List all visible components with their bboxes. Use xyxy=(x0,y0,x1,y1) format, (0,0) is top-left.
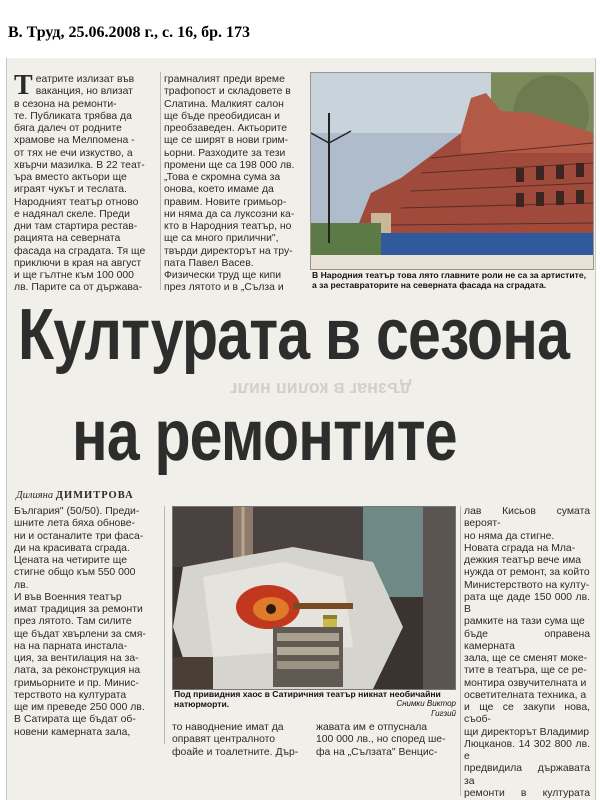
photo-2-caption: Под привидния хаос в Сатиричния театър никнат необичайни натюрморти. xyxy=(174,689,441,709)
photo-credit: Снимки Виктор Гигзий xyxy=(396,699,456,718)
column-1-bottom-text: България" (50/50). Преди- шните лета бяха обнове- ни и останалите три фаса- ди на красивата сграда. Цената на четирите ще стигне общо към 550 000 лв. И във Военния театър имат традиция за ремонти през лятото. Там силите ще бъдат хвърлени за смя- на на парната инстала- ция, за вентилация на за- лата, за реконструкция на гримьорните и пр. Минис- терството на културата ще им преведе 250 000 лв. В Сатирата ще бъдат об- новени камерната зала, xyxy=(14,506,146,738)
column-2-bottom-text: то наводнение имат да оправят централното фоайе и тоалетните. Дър- xyxy=(172,722,299,758)
column-divider xyxy=(460,506,461,796)
column-4-bottom-text: лав Кисьов сумата вероят- но няма да стигне. Новата сграда на Мла- дежкия театър вече има нужда от ремонт, за който Министерството на култу- рата ще даде 150 000 лв. В рамките на тази сума ще бъде оправена камерната зала, ще се сменят моке- тите в театъра, ще се ре- монтира озвучителната и осветителната техника, а и ще се закупи нова, съоб- щи директорът Владимир Люцканов. 14 302 800 лв. е предвидила държавата за ремонти в културата xyxy=(464,506,590,798)
byline-first-name: Дилияна xyxy=(16,490,54,501)
byline xyxy=(16,490,134,501)
column-2-top-text: грамналият преди време трафопост и складовете в Слатина. Малкият салон ще бъде преобидисан и преобзаведен. Актьорите ще се ширят в нови грим- ьорни. Разходите за тези промени ще са 198 000 лв. „Това е скромна сума за онова, което имаме да правим. Новите гримьор- ни няма да са луксозни ка- кто в Народния театър, но ще са много прилични", твърди директорът на тру- пата Павел Васев. Физически труд ще кипи през лятото и в „Сълза и xyxy=(164,74,295,292)
national-theatre-photo xyxy=(310,72,594,270)
national-theatre-image xyxy=(311,73,593,269)
article-column-1-top xyxy=(14,74,156,292)
article-column-3-bottom xyxy=(316,722,456,762)
satirical-theatre-photo xyxy=(172,506,456,690)
byline-last-name: ДИМИТРОВА xyxy=(55,490,134,501)
column-1-top-text: еатрите излизат във ваканция, но влизат в сезона на ремонти- те. Публиката трябва да бяга далеч от родните храмове на Мелпомена - от тях не ечи изкуство, а хвърчи мазилка. В 22 теат- ъра вместо актьори ще играят чукът и теслата. Народният театър отново е надянал скеле. Преди дни там стартира рестав- рацията на северната фасада на сградата. Тя ще приключи в края на август и ще гълтне към 100 000 лв. Парите са от държава- xyxy=(14,74,146,292)
column-3-bottom-text: жавата им е отпуснала 100 000 лв., но според ше- фа на „Сълзата" Венцис- xyxy=(316,722,446,758)
article-column-2-top xyxy=(164,74,306,292)
photo-1-caption: В Народния театър това лято главните роли не са за артистите, а за реставраторите на северната фасада на сградата. xyxy=(312,270,587,290)
article-column-4-bottom xyxy=(464,506,590,798)
headline-line-1: Културата в сезона xyxy=(18,295,570,375)
satirical-theatre-image xyxy=(173,507,455,689)
article-column-2-bottom xyxy=(172,722,310,762)
article-column-1-bottom xyxy=(14,506,160,746)
drop-cap: Т xyxy=(14,74,33,101)
column-divider xyxy=(160,72,161,290)
headline-line-2: на ремонтите xyxy=(72,396,457,476)
bleed-through-text: дъзнаг в колип нилг xyxy=(230,379,412,399)
source-line: В. Труд, 25.06.2008 г., с. 16, бр. 173 xyxy=(8,24,250,41)
column-divider xyxy=(164,506,165,744)
